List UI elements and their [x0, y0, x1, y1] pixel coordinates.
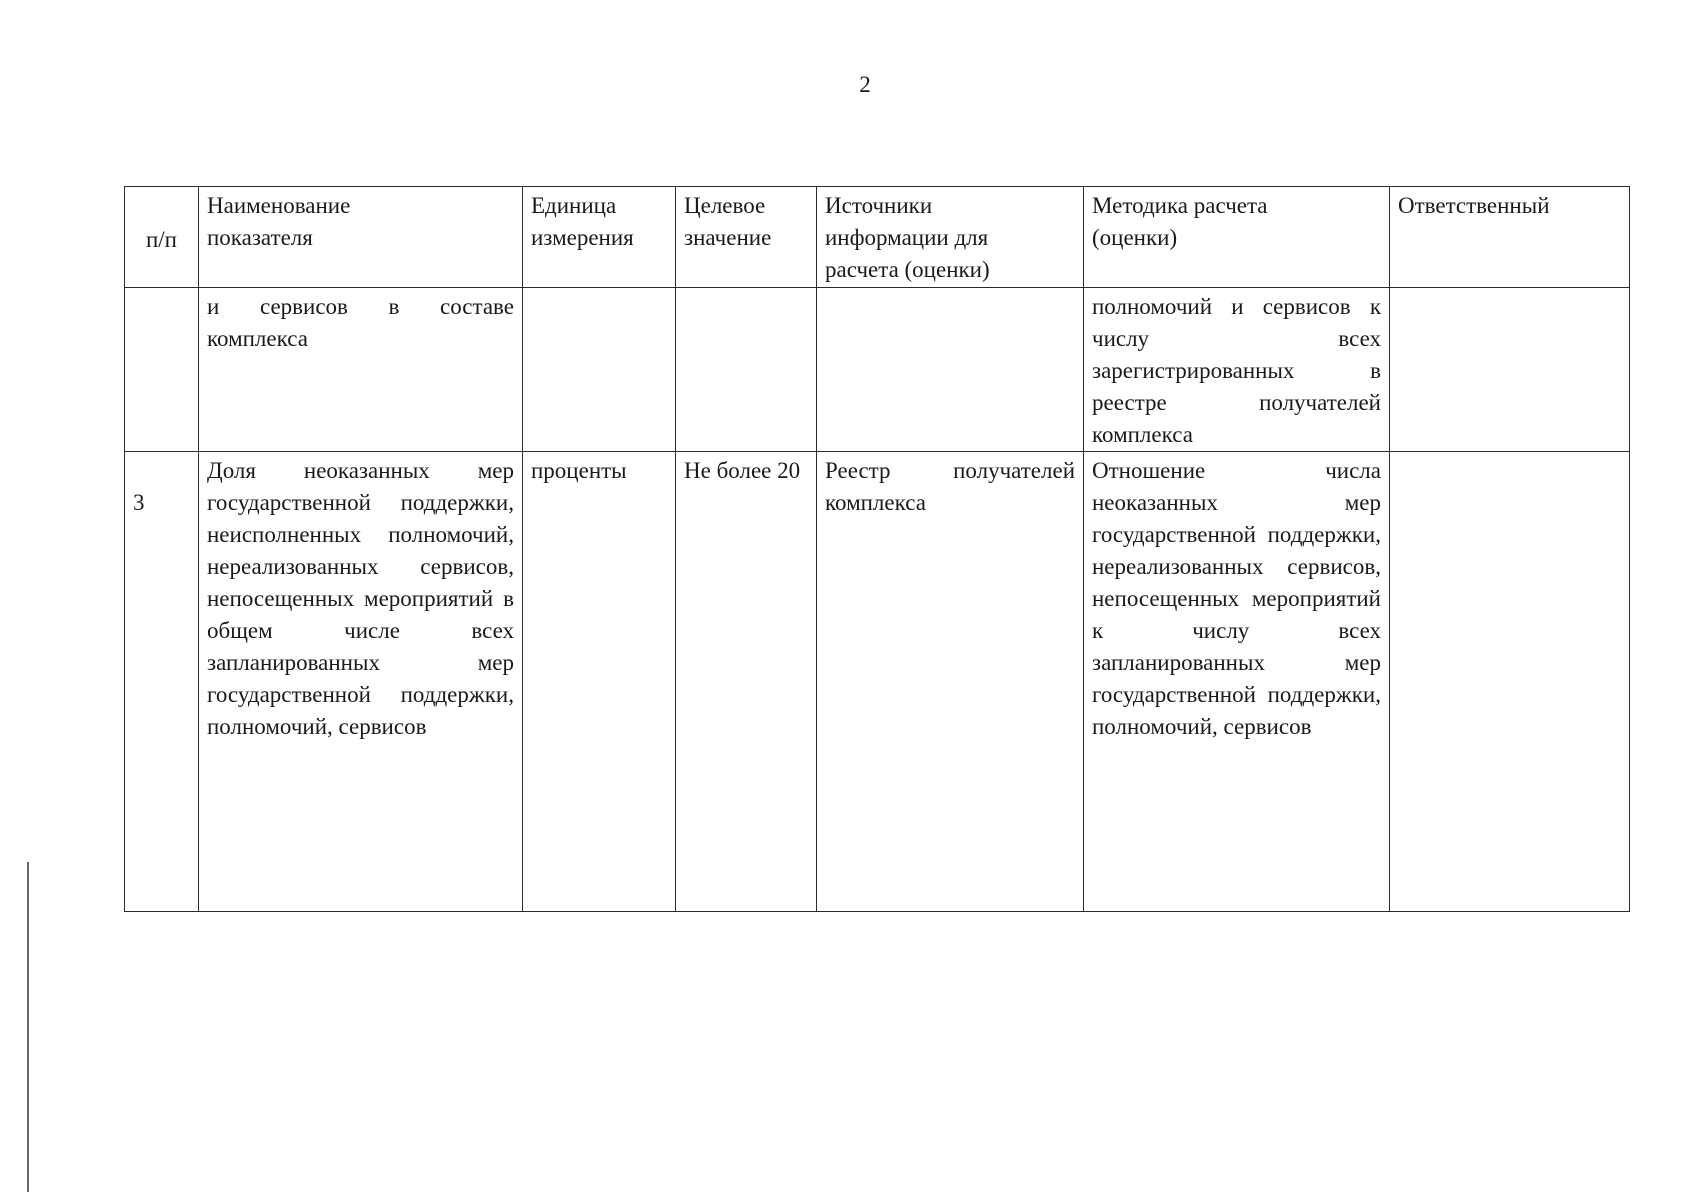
cell-name: и сервисов в составе комплекса	[199, 288, 523, 452]
cell-name: Доля неоказанных мер государственной поддержки, неисполненных полномочий, нереализованных сервисов, непосещенных мероприятий в общем числе всех запланированных мер государственной поддержки, полномочий, сервисов	[199, 452, 523, 912]
cell-number	[125, 288, 199, 452]
table-row	[125, 452, 1630, 912]
header-unit: Единица измерения	[523, 187, 676, 288]
cell-source: Реестр получателей комплекса	[817, 452, 1084, 912]
header-name: Наименование показателя	[199, 187, 523, 288]
cell-target: Не более 20	[676, 452, 817, 912]
cell-unit	[523, 288, 676, 452]
cell-number: 3	[125, 452, 199, 912]
header-source: Источники информации для расчета (оценки)	[817, 187, 1084, 288]
page-number: 2	[859, 72, 871, 97]
header-target: Целевое значение	[676, 187, 817, 288]
table-header-row	[125, 187, 1630, 288]
cell-responsible	[1390, 452, 1630, 912]
cell-source	[817, 288, 1084, 452]
indicator-table	[124, 186, 1630, 912]
cell-unit: проценты	[523, 452, 676, 912]
cell-target	[676, 288, 817, 452]
header-number: п/п	[125, 187, 199, 288]
header-responsible: Ответственный	[1390, 187, 1630, 288]
header-method: Методика расчета (оценки)	[1084, 187, 1390, 288]
cell-method: Отношение числа неоказанных мер государственной поддержки, нереализованных сервисов, непосещенных мероприятий к числу всех запланированных мер государственной поддержки, полномочий, сервисов	[1084, 452, 1390, 912]
scan-edge-line	[27, 862, 29, 1192]
table-row	[125, 288, 1630, 452]
cell-method: полномочий и сервисов к числу всех зарегистрированных в реестре получателей комплекса	[1084, 288, 1390, 452]
cell-responsible	[1390, 288, 1630, 452]
